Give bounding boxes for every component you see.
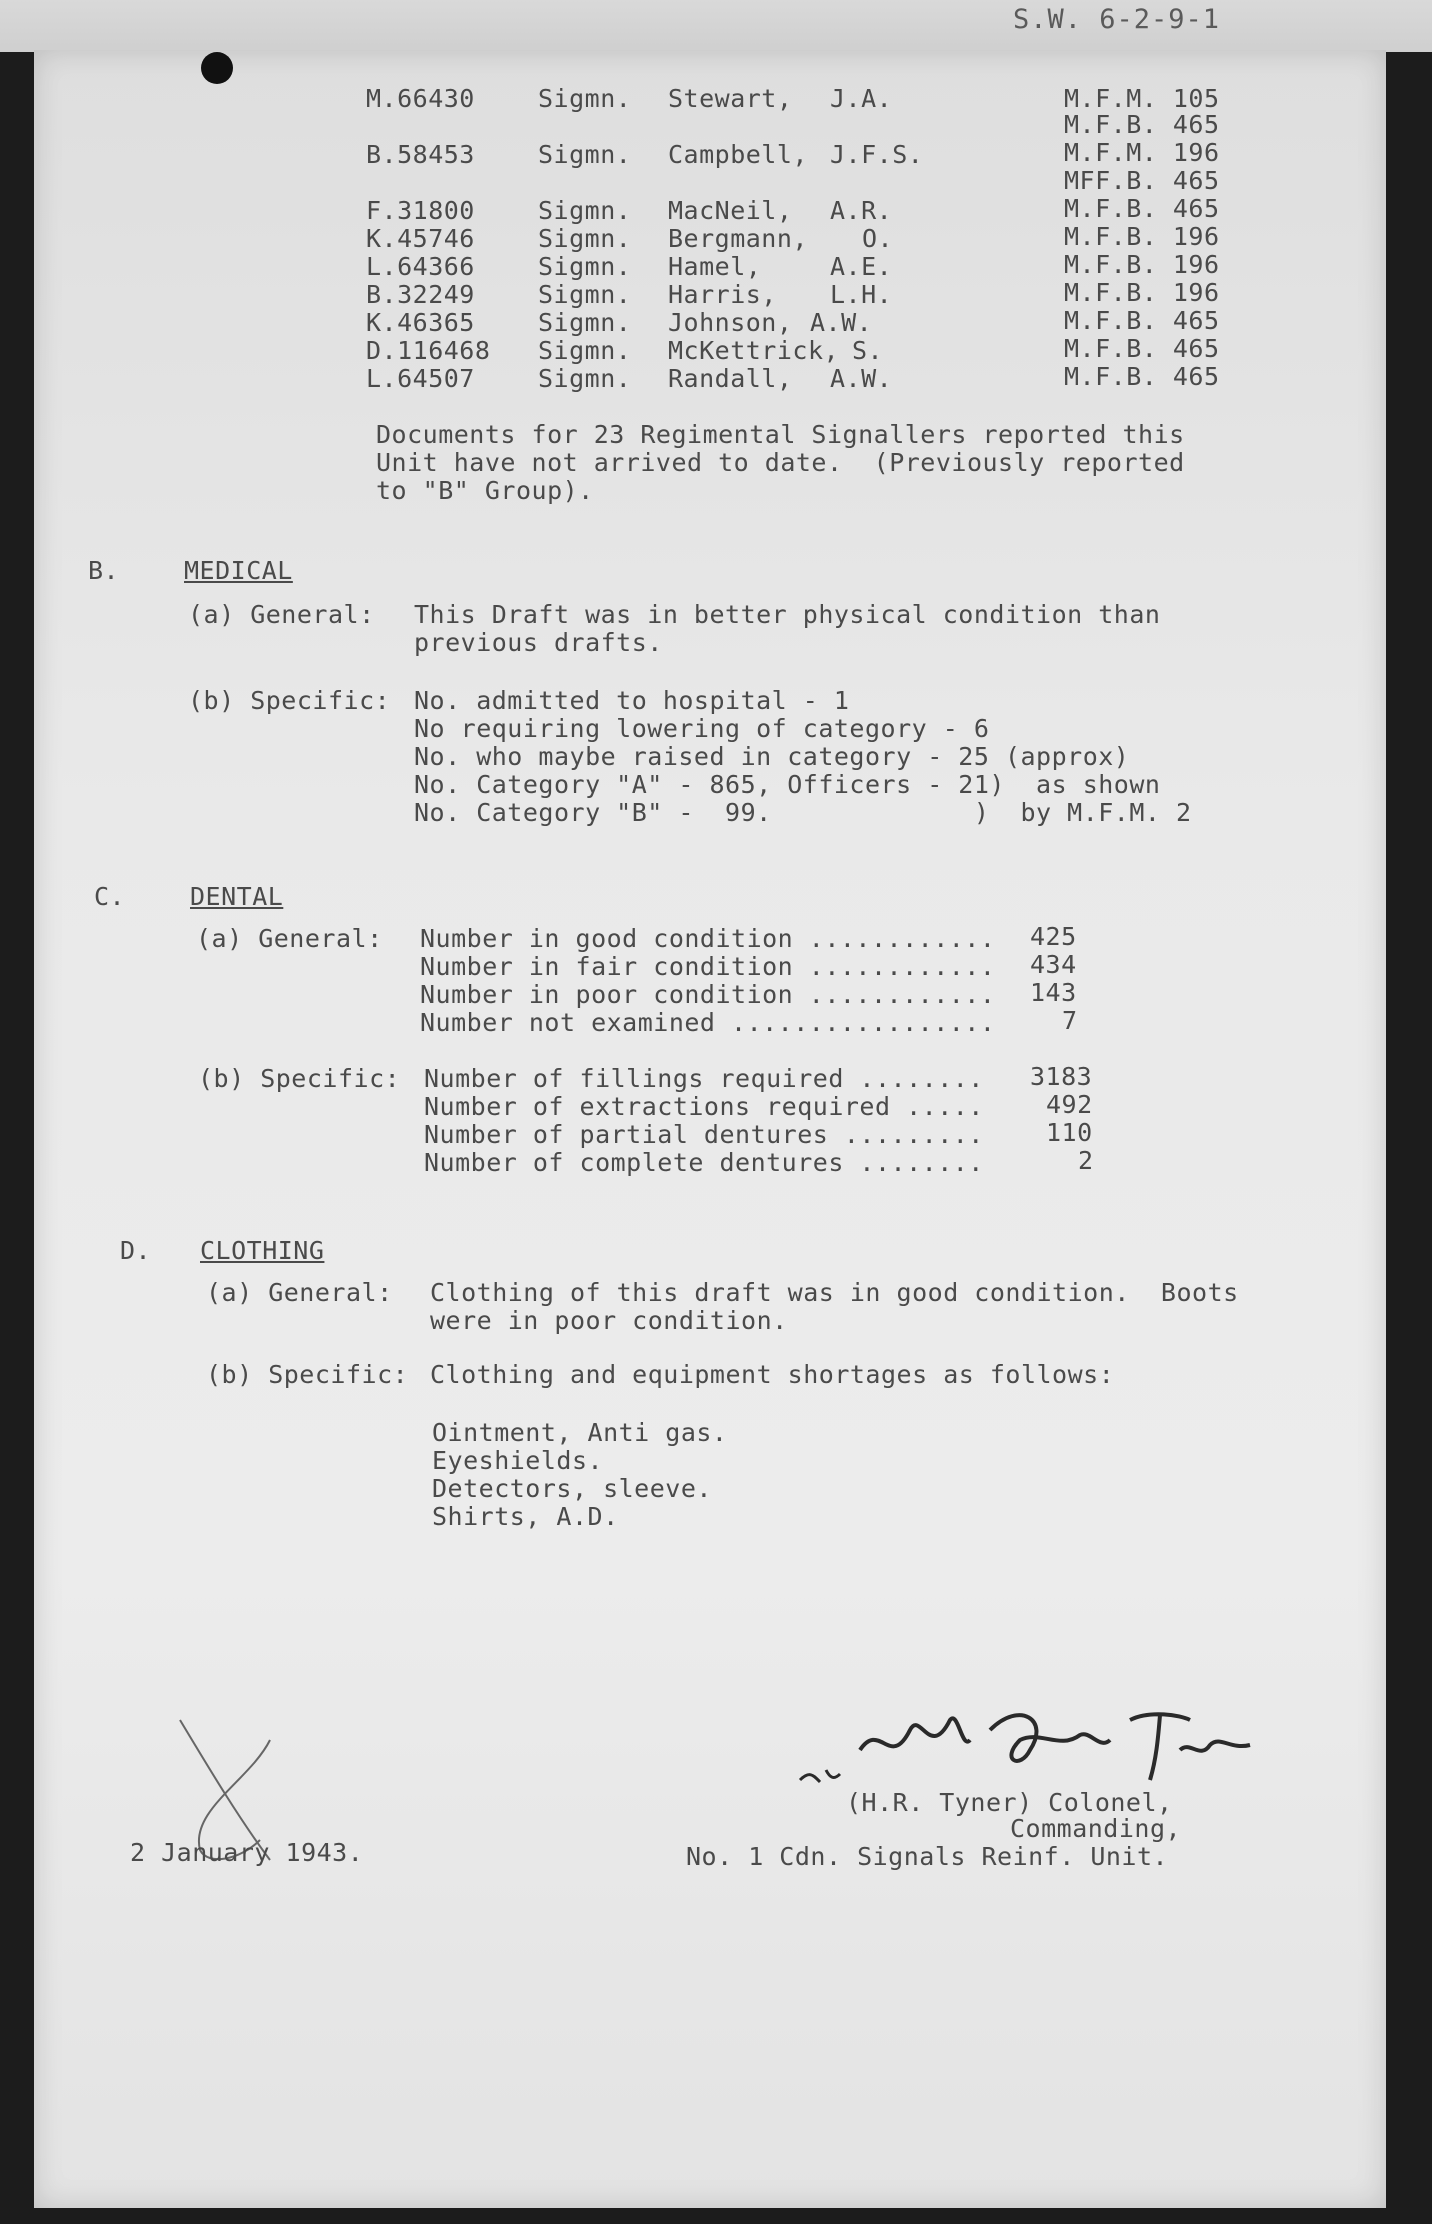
form-reference: M.F.B. 465 <box>1064 334 1220 363</box>
rank: Sigmn. <box>538 252 632 281</box>
rank: Sigmn. <box>538 280 632 309</box>
note-line: to "B" Group). <box>376 476 594 505</box>
shortage-item: Detectors, sleeve. <box>432 1474 712 1503</box>
specific-line: No requiring lowering of category - 6 <box>414 714 990 743</box>
general-text: previous drafts. <box>414 628 663 657</box>
dental-item-label: Number not examined ................. <box>420 1008 996 1037</box>
document-date: 2 January 1943. <box>130 1838 364 1867</box>
dental-item-label: Number of partial dentures ......... <box>424 1120 984 1149</box>
rank: Sigmn. <box>538 364 632 393</box>
form-reference: M.F.B. 196 <box>1064 222 1220 251</box>
surname: Bergmann, <box>668 224 808 253</box>
specific-line: No. who maybe raised in category - 25 (approx) <box>414 742 1130 771</box>
punch-hole <box>201 52 233 84</box>
dental-item-value: 110 <box>1046 1118 1093 1147</box>
initials: O. <box>862 224 894 253</box>
service-number: K.45746 <box>366 224 475 253</box>
signatory-unit: No. 1 Cdn. Signals Reinf. Unit. <box>686 1842 1169 1871</box>
reference-number: S.W. 6-2-9-1 <box>1013 4 1221 35</box>
form-reference: MFF.B. 465 <box>1064 166 1220 195</box>
rank: Sigmn. <box>538 308 632 337</box>
specific-label: (b) Specific: <box>198 1064 401 1093</box>
form-reference: M.F.B. 465 <box>1064 194 1220 223</box>
specific-line: No. Category "B" - 99. ) by M.F.M. 2 <box>414 798 1192 827</box>
specific-label: (b) Specific: <box>188 686 391 715</box>
surname: McKettrick, <box>668 336 840 365</box>
surname: Harris, <box>668 280 777 309</box>
initials: L.H. <box>830 280 893 309</box>
service-number: L.64507 <box>366 364 475 393</box>
general-label: (a) General: <box>188 600 375 629</box>
form-reference: M.F.M. 196 <box>1064 138 1220 167</box>
dental-item-label: Number of fillings required ........ <box>424 1064 984 1093</box>
dental-item-value: 425 <box>1030 922 1077 951</box>
initials: A.R. <box>830 196 893 225</box>
section-heading: DENTAL <box>190 882 284 911</box>
service-number: M.66430 <box>366 84 475 113</box>
form-reference: M.F.B. 465 <box>1064 362 1220 391</box>
rank: Sigmn. <box>538 196 632 225</box>
service-number: K.46365 <box>366 308 475 337</box>
specific-text: Clothing and equipment shortages as follows: <box>430 1360 1115 1389</box>
service-number: L.64366 <box>366 252 475 281</box>
surname: Hamel, <box>668 252 762 281</box>
surname: Stewart, <box>668 84 793 113</box>
surname: MacNeil, <box>668 196 793 225</box>
specific-line: No. admitted to hospital - 1 <box>414 686 850 715</box>
general-label: (a) General: <box>196 924 383 953</box>
dental-item-label: Number in fair condition ............ <box>420 952 996 981</box>
specific-line: No. Category "A" - 865, Officers - 21) as shown <box>414 770 1161 799</box>
service-number: B.32249 <box>366 280 475 309</box>
shortage-item: Shirts, A.D. <box>432 1502 619 1531</box>
service-number: D.116468 <box>366 336 491 365</box>
rank: Sigmn. <box>538 224 632 253</box>
dental-item-label: Number of complete dentures ........ <box>424 1148 984 1177</box>
initials: A.E. <box>830 252 893 281</box>
initials: A.W. <box>810 308 873 337</box>
section-letter: C. <box>94 882 126 911</box>
section-letter: B. <box>88 556 120 585</box>
rank: Sigmn. <box>538 336 632 365</box>
form-reference: M.F.M. 105 <box>1064 84 1220 113</box>
signatory-name: (H.R. Tyner) Colonel, <box>846 1788 1173 1817</box>
note-line: Unit have not arrived to date. (Previously reported <box>376 448 1185 477</box>
section-heading: MEDICAL <box>184 556 293 585</box>
form-reference: M.F.B. 196 <box>1064 250 1220 279</box>
shortage-item: Ointment, Anti gas. <box>432 1418 728 1447</box>
surname: Campbell, <box>668 140 808 169</box>
shortage-item: Eyeshields. <box>432 1446 604 1475</box>
service-number: B.58453 <box>366 140 475 169</box>
note-line: Documents for 23 Regimental Signallers reported this <box>376 420 1185 449</box>
dental-item-value: 7 <box>1062 1006 1078 1035</box>
form-reference: M.F.B. 465 <box>1064 306 1220 335</box>
signatory-role: Commanding, <box>1010 1814 1182 1843</box>
rank: Sigmn. <box>538 140 632 169</box>
general-text: were in poor condition. <box>430 1306 788 1335</box>
general-text: Clothing of this draft was in good condition. Boots <box>430 1278 1239 1307</box>
dental-item-value: 3183 <box>1030 1062 1093 1091</box>
dental-item-label: Number in good condition ............ <box>420 924 996 953</box>
general-text: This Draft was in better physical condition than <box>414 600 1161 629</box>
dental-item-label: Number of extractions required ..... <box>424 1092 984 1121</box>
section-letter: D. <box>120 1236 152 1265</box>
dental-item-value: 2 <box>1078 1146 1094 1175</box>
surname: Randall, <box>668 364 793 393</box>
dental-item-value: 492 <box>1046 1090 1093 1119</box>
dental-item-value: 434 <box>1030 950 1077 979</box>
initials: J.F.S. <box>830 140 924 169</box>
form-reference: M.F.B. 465 <box>1064 110 1220 139</box>
initials: A.W. <box>830 364 893 393</box>
form-reference: M.F.B. 196 <box>1064 278 1220 307</box>
initials: S. <box>852 336 884 365</box>
service-number: F.31800 <box>366 196 475 225</box>
dental-item-label: Number in poor condition ............ <box>420 980 996 1009</box>
section-heading: CLOTHING <box>200 1236 325 1265</box>
general-label: (a) General: <box>206 1278 393 1307</box>
surname: Johnson, <box>668 308 793 337</box>
specific-label: (b) Specific: <box>206 1360 409 1389</box>
dental-item-value: 143 <box>1030 978 1077 1007</box>
rank: Sigmn. <box>538 84 632 113</box>
initials: J.A. <box>830 84 893 113</box>
